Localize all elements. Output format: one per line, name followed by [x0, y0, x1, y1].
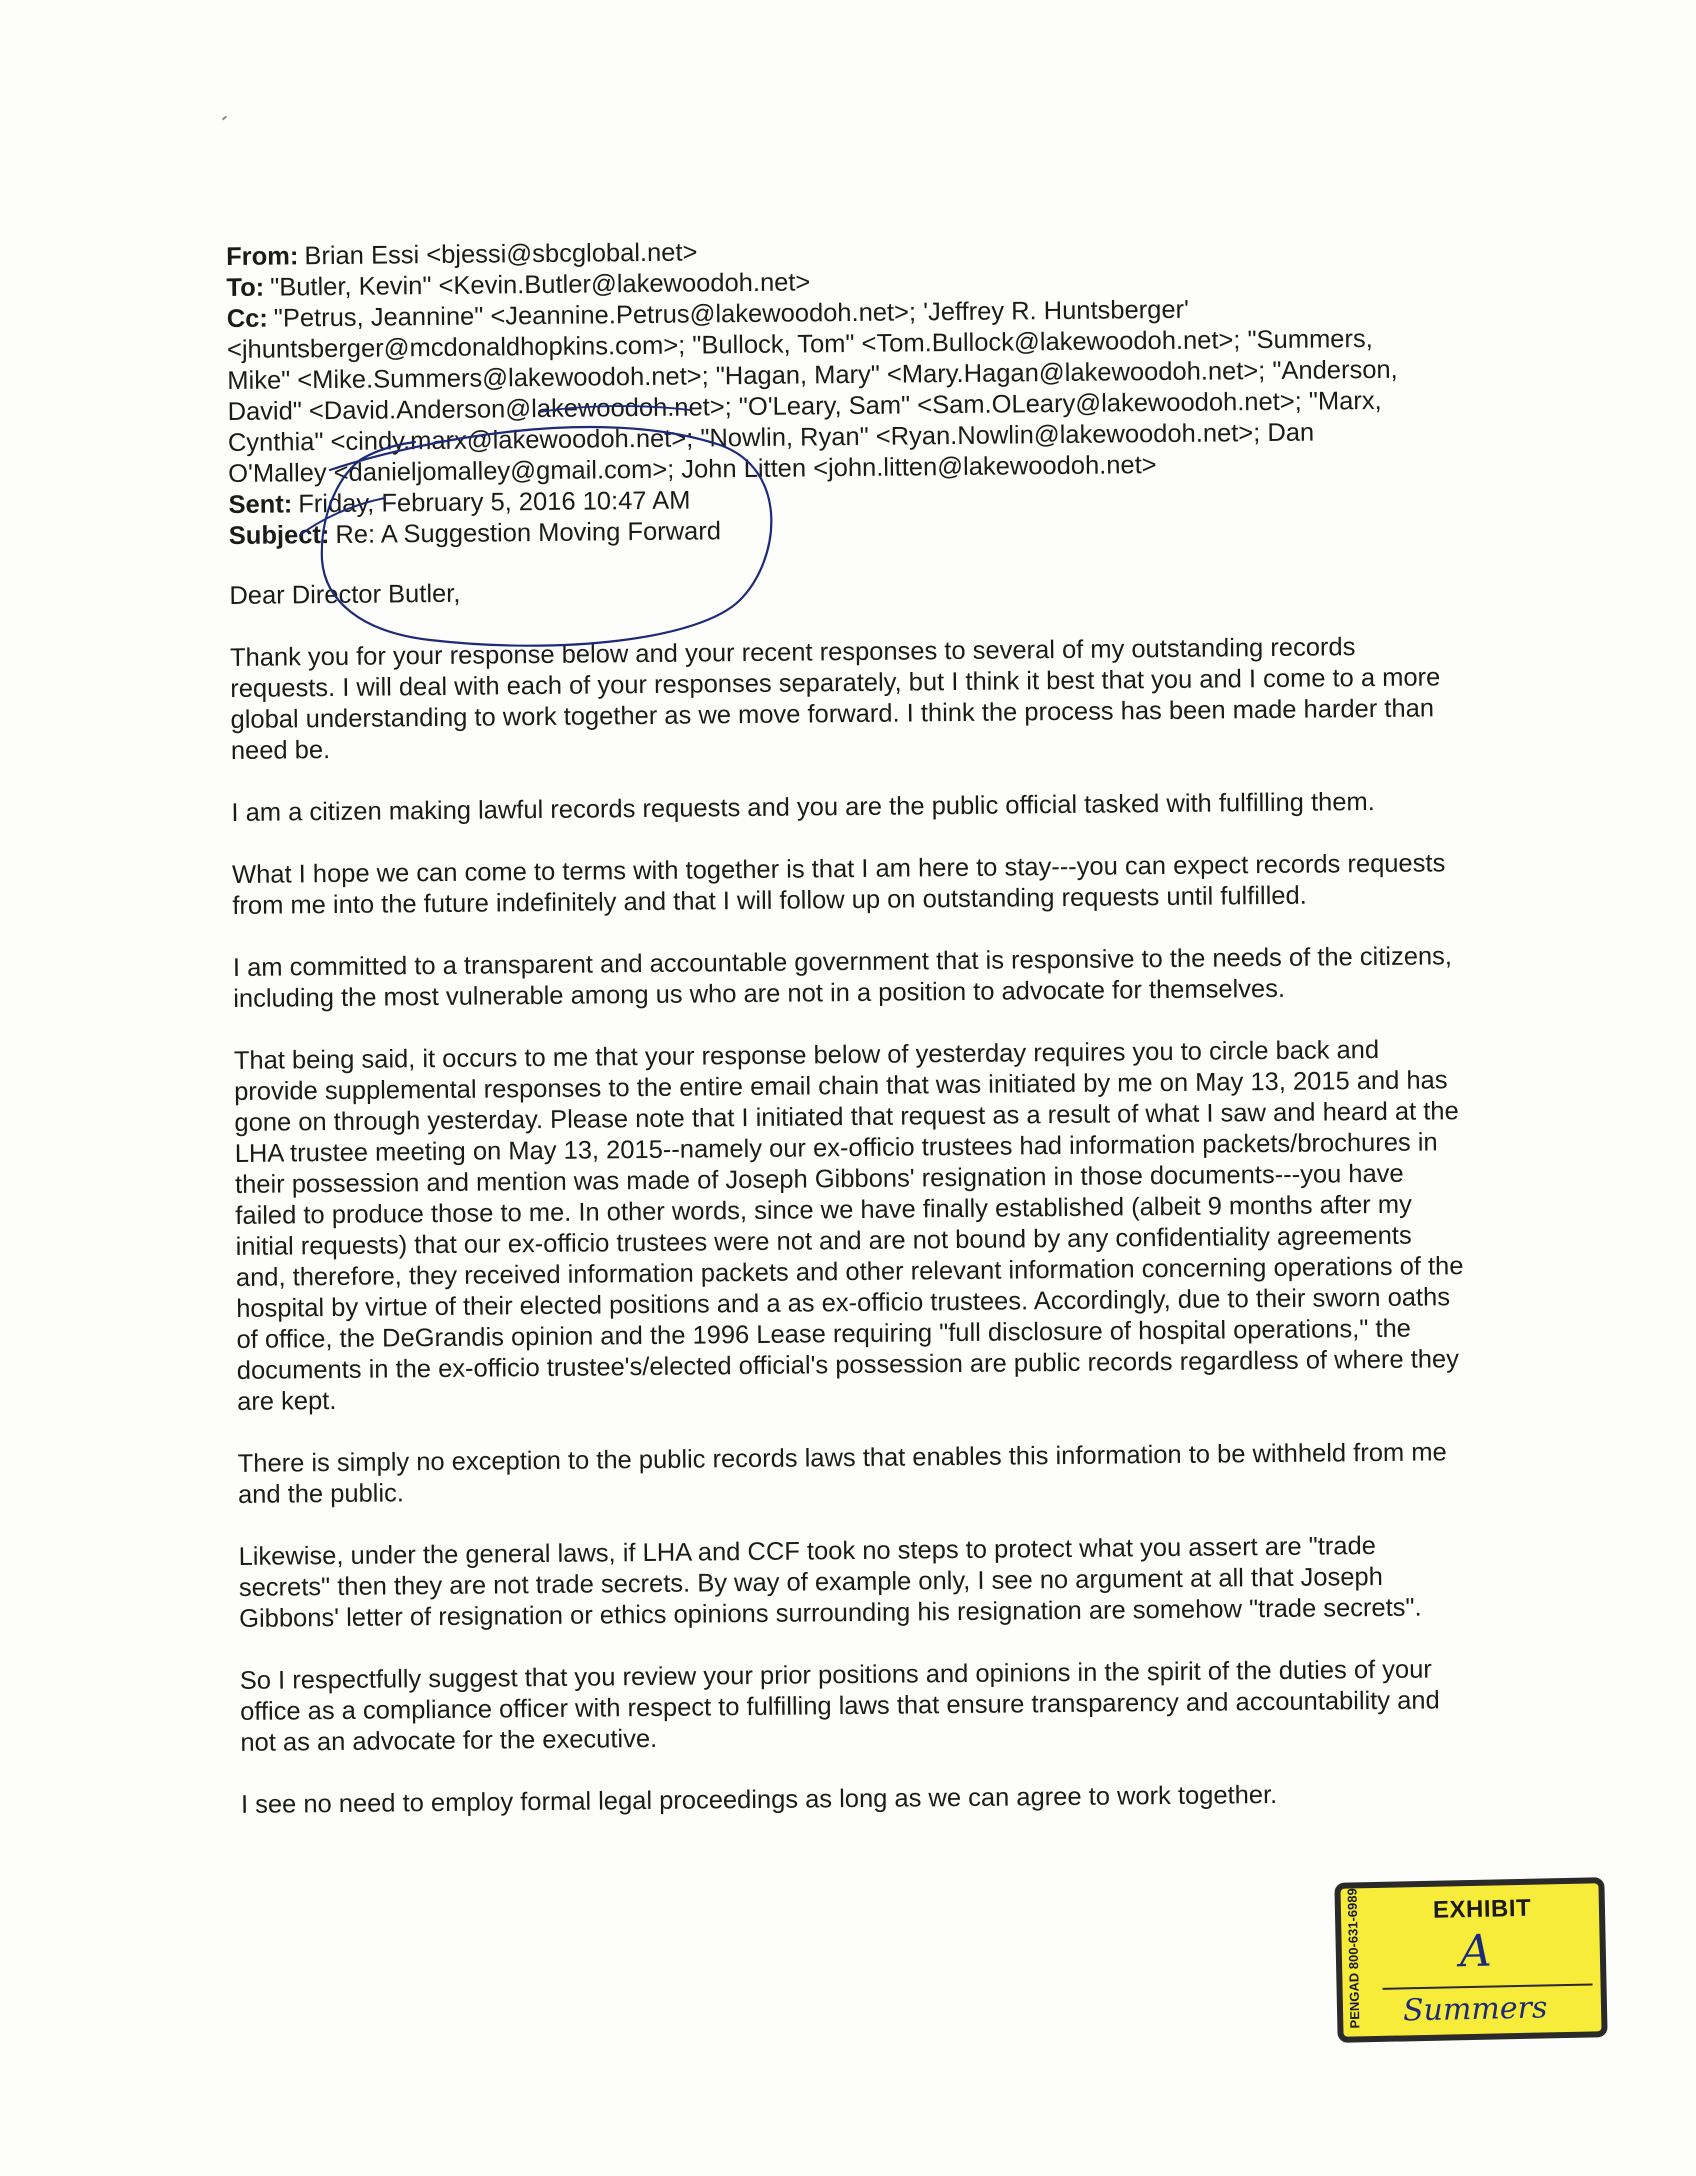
- body-paragraph: I see no need to employ formal legal proceedings as long as we can agree to work together.: [240, 1780, 1278, 1819]
- sticker-title: EXHIBIT: [1432, 1894, 1532, 1924]
- subject-value: Re: A Suggestion Moving Forward: [335, 517, 722, 549]
- body-paragraph: I am committed to a transparent and accountable government that is responsive to the needs of the citizens, including the most vulnerable among us who are not in a position to advocate for themselves.: [232, 942, 1453, 1013]
- from-value: Brian Essi <bjessi@sbcglobal.net>: [304, 238, 698, 271]
- cc-line: Mike" <Mike.Summers@lakewoodoh.net>; "Hagan, Mary" <Mary.Hagan@lakewoodoh.net>; "Anderson,: [227, 355, 1398, 395]
- body-paragraph: Likewise, under the general laws, if LHA and CCF took no steps to protect what you assert are "trade secrets" then they are not trade secrets. By way of example only, I see no argument at all that Joseph Gibbons' letter of resignation or ethics opinions surrounding his resignation are somehow "trade secrets".: [238, 1532, 1422, 1633]
- body-paragraph: What I hope we can come to terms with together is that I am here to stay---you can expect records requests from me into the future indefinitely and that I will follow up on outstanding requests until fulfilled.: [231, 849, 1446, 920]
- cc-line: Cynthia" <cindy.marx@lakewoodoh.net>; "Nowlin, Ryan" <Ryan.Nowlin@lakewoodoh.net>; Dan: [227, 418, 1315, 457]
- cc-line: <jhuntsberger@mcdonaldhopkins.com>; "Bullock, Tom" <Tom.Bullock@lakewoodoh.net>; "Summers,: [226, 324, 1373, 364]
- cc-line: "Petrus, Jeannine" <Jeannine.Petrus@lakewoodoh.net>; 'Jeffrey R. Huntsberger': [273, 295, 1190, 333]
- body-paragraph: There is simply no exception to the public records laws that enables this information to be withheld from me and the public.: [237, 1438, 1447, 1509]
- sticker-side-text: PENGAD 800-631-6989: [1344, 1888, 1363, 2029]
- to-value: "Butler, Kevin" <Kevin.Butler@lakewoodoh.net>: [270, 268, 811, 302]
- body-paragraph: That being said, it occurs to me that your response below of yesterday requires you to circle back and provide supplemental responses to the entire email chain that was initiated by me on May 13, 2015 and has gone on through yesterday. Please note that I initiated that request as a result of what I saw and heard at the LHA trustee meeting on May 13, 2015--namely our ex-officio trustees had information packets/brochures in their possession and mention was made of Joseph Gibbons' resignation in those documents---you have failed to produce those to me. In other words, since we have finally established (albeit 9 months after my initial requests) that our ex-officio trustees were not and are not bound by any confidentiality agreements and, therefore, they received information packets and other relevant information concerning operations of the hospital by virtue of their elected positions and a as ex-officio trustees. Accordingly, due to their sworn oaths of office, the DeGrandis opinion and the 1996 Lease requiring "full disclosure of hospital operations," the documents in the ex-officio trustee's/elected official's possession are public records regardless of where they are kept.: [233, 1035, 1464, 1416]
- exhibit-witness-name: Summers: [1402, 1990, 1548, 2029]
- to-label: To:: [226, 273, 265, 302]
- cc-label: Cc:: [226, 304, 268, 333]
- body-paragraph: I am a citizen making lawful records requests and you are the public official tasked with fulfilling them.: [231, 787, 1375, 827]
- sticker-rule: [1383, 1983, 1593, 1989]
- greeting: Dear Director Butler,: [229, 579, 461, 610]
- body-paragraph: Thank you for your response below and your recent responses to several of my outstanding records requests. I will deal with each of your responses separately, but I think it best that you and I come to a more global understanding to work together as we move forward. I think the process has been made harder than need be.: [229, 633, 1441, 765]
- from-label: From:: [226, 242, 299, 271]
- email-header: [226, 230, 1459, 552]
- exhibit-letter: A: [1459, 1925, 1493, 1978]
- sent-value: Friday, February 5, 2016 10:47 AM: [298, 486, 691, 519]
- sent-label: Sent:: [228, 490, 293, 519]
- body-paragraph: So I respectfully suggest that you review your prior positions and opinions in the spirit of the duties of your office as a compliance officer with respect to fulfilling laws that ensure transparency and accountability and not as an advocate for the executive.: [239, 1655, 1440, 1757]
- scan-speck: [222, 116, 227, 121]
- email-printout: [226, 230, 1471, 1821]
- exhibit-sticker: [1334, 1877, 1607, 2043]
- subject-label: Subject:: [228, 521, 330, 550]
- cc-line: David" <David.Anderson@lakewoodoh.net>; "O'Leary, Sam" <Sam.OLeary@lakewoodoh.net>; "Marx,: [227, 386, 1382, 426]
- cc-line: O'Malley <danieljomalley@gmail.com>; John Litten <john.litten@lakewoodoh.net>: [228, 451, 1157, 488]
